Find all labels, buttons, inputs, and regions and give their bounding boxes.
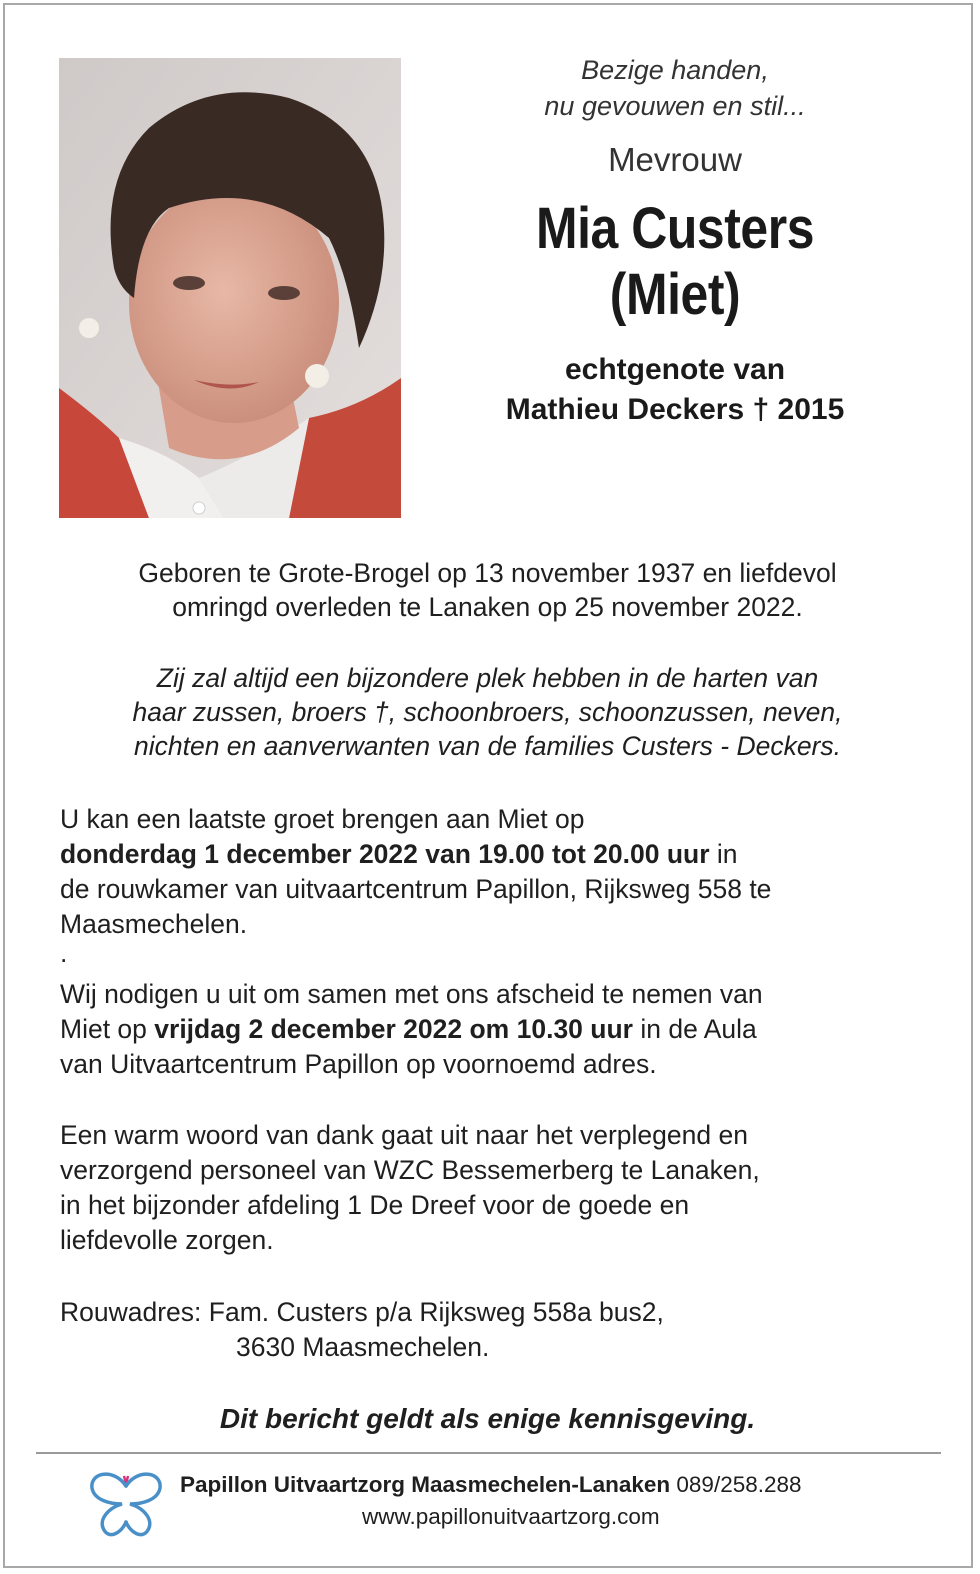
family-text — [40, 661, 935, 763]
spouse-info — [455, 350, 895, 430]
birth-death-text — [40, 556, 935, 624]
company-website[interactable]: www.papillonuitvaartzorg.com — [362, 1504, 660, 1529]
birth-death-line-1: Geboren te Grote-Brogel op 13 november 1937 en liefdevol — [138, 558, 837, 588]
address-line-1: Rouwadres: Fam. Custers p/a Rijksweg 558a bus2, — [60, 1297, 664, 1327]
company-phone: 089/258.288 — [670, 1472, 802, 1497]
address-text — [60, 1295, 920, 1365]
honorific: Mevrouw — [608, 141, 742, 178]
footer-company-line — [180, 1472, 802, 1498]
verse — [455, 52, 895, 124]
footer-divider — [36, 1452, 941, 1454]
spouse-line-1: echtgenote van — [564, 353, 786, 386]
ceremony-line-3: van Uitvaartcentrum Papillon op voornoemd adres. — [60, 1049, 657, 1079]
ceremony-line-1: Wij nodigen u uit om samen met ons afscheid te nemen van — [60, 979, 763, 1009]
ceremony-time-line — [60, 1012, 920, 1047]
closing-statement: Dit bericht geldt als enige kennisgeving. — [219, 1403, 756, 1434]
visit-time-line — [60, 837, 920, 872]
verse-line-1: Bezige handen, — [581, 55, 769, 85]
name-line-2: (Miet) — [609, 262, 741, 327]
deceased-name — [486, 196, 864, 328]
visit-location: de rouwkamer van uitvaartcentrum Papillon, Rijksweg 558 te — [60, 874, 772, 904]
thanks-line-2: verzorgend personeel van WZC Bessemerberg te Lanaken, — [60, 1155, 760, 1185]
visit-in: in — [709, 839, 738, 869]
thanks-line-4: liefdevolle zorgen. — [60, 1225, 274, 1255]
company-name: Papillon Uitvaartzorg Maasmechelen-Lanaken — [180, 1472, 671, 1497]
verse-line-2: nu gevouwen en stil... — [544, 91, 806, 121]
address-line-2: 3630 Maasmechelen. — [236, 1332, 490, 1362]
thanks-line-3: in het bijzonder afdeling 1 De Dreef voor de goede en — [60, 1190, 690, 1220]
visit-time: donderdag 1 december 2022 van 19.00 tot 20.00 uur — [60, 839, 710, 869]
ceremony-pre: Miet op — [60, 1014, 155, 1044]
family-line-3: nichten en aanverwanten van de families Custers - Deckers. — [133, 731, 841, 761]
visit-text — [60, 802, 920, 968]
header-block — [455, 52, 895, 430]
thanks-line-1: Een warm woord van dank gaat uit naar het verplegend en — [60, 1120, 748, 1150]
thanks-text — [60, 1118, 920, 1258]
name-line-1: Mia Custers — [535, 196, 815, 261]
birth-death-line-2: omringd overleden te Lanaken op 25 november 2022. — [172, 592, 803, 622]
butterfly-logo-icon — [86, 1466, 166, 1542]
ceremony-after: in de Aula — [632, 1014, 757, 1044]
spouse-line-2: Mathieu Deckers † 2015 — [505, 393, 845, 426]
visit-intro: U kan een laatste groet brengen aan Miet op — [60, 804, 585, 834]
family-line-1: Zij zal altijd een bijzondere plek hebben in de harten van — [156, 663, 819, 693]
ceremony-time: vrijdag 2 december 2022 om 10.30 uur — [154, 1014, 633, 1044]
ceremony-text — [60, 977, 920, 1082]
family-line-2: haar zussen, broers †, schoonbroers, schoonzussen, neven, — [132, 697, 843, 727]
visit-dot: . — [60, 938, 68, 968]
visit-city: Maasmechelen. — [60, 909, 248, 939]
portrait-photo — [59, 58, 401, 518]
